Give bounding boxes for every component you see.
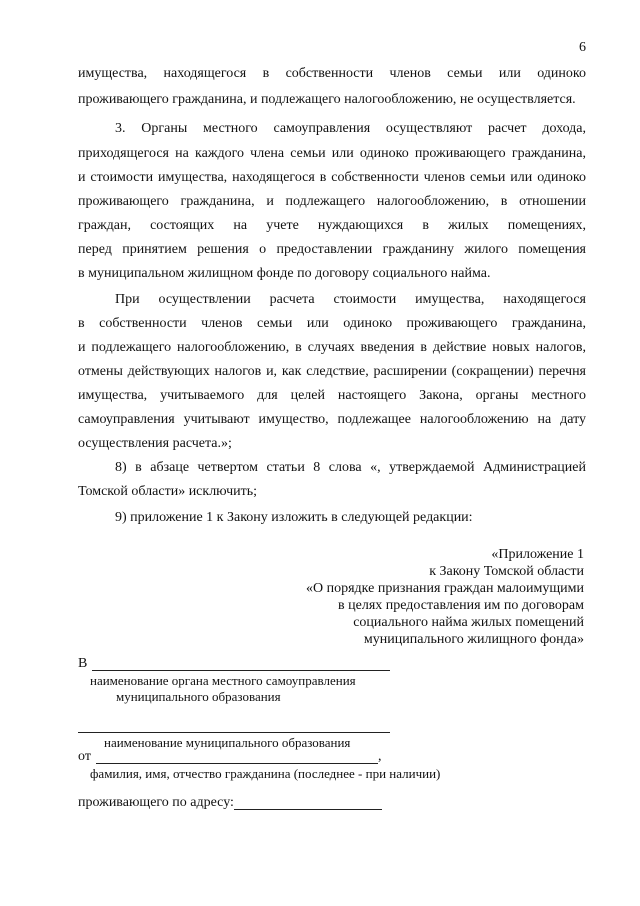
body-line: перед принятием решения о предоставлении гражданину жилого помещения <box>78 242 586 257</box>
appendix-line: муниципального жилищного фонда» <box>363 632 584 647</box>
organ-caption: муниципального образования <box>116 689 281 704</box>
body-line: имущества, учитываемого для целей настоящего Закона, органы местного <box>78 388 586 403</box>
body-line: 3. Органы местного самоуправления осуществляют расчет дохода, <box>115 121 586 136</box>
body-line: и стоимости имущества, находящегося в собственности членов семьи или одиноко <box>78 170 586 185</box>
body-line: При осуществлении расчета стоимости имущества, находящегося <box>115 292 586 307</box>
address-label: проживающего по адресу: <box>78 795 234 810</box>
appendix-line: «Приложение 1 <box>491 547 584 562</box>
body-line: проживающего гражданина, и подлежащего налогообложению, не осуществляется. <box>78 92 576 107</box>
body-line: и подлежащего налогообложению, в случаях введения в действие новых налогов, <box>78 340 586 355</box>
body-line: приходящегося на каждого члена семьи или одиноко проживающего гражданина, <box>78 146 586 161</box>
from-prefix: от <box>78 749 91 764</box>
body-line: 9) приложение 1 к Закону изложить в следующей редакции: <box>115 510 473 525</box>
appendix-line: «О порядке признания граждан малоимущими <box>306 581 584 596</box>
appendix-line: социального найма жилых помещений <box>353 615 584 630</box>
body-line: 8) в абзаце четвертом статьи 8 слова «, утверждаемой Администрацией <box>115 460 586 475</box>
body-line: самоуправления учитывают имущество, подлежащее налогообложению на дату <box>78 412 586 427</box>
body-line: граждан, состоящих на учете нуждающихся в жилых помещениях, <box>78 218 586 233</box>
body-line: Томской области» исключить; <box>78 484 258 499</box>
appendix-line: в целях предоставления им по договорам <box>338 598 584 613</box>
body-line: проживающего гражданина, и подлежащего налогообложению, в отношении <box>78 194 586 209</box>
from-suffix: , <box>378 749 382 764</box>
body-line: осуществления расчета.»; <box>78 436 232 451</box>
organ-field-line <box>92 670 390 671</box>
appendix-heading <box>264 546 584 648</box>
address-field-line <box>234 809 382 810</box>
body-line: имущества, находящегося в собственности членов семьи или одиноко <box>78 66 586 81</box>
body-line: в собственности членов семьи или одиноко проживающего гражданина, <box>78 316 586 331</box>
body-line: в муниципальном жилищном фонде по договору социального найма. <box>78 266 491 281</box>
name-field-line <box>96 763 378 764</box>
page-number: 6 <box>579 40 586 55</box>
to-prefix: В <box>78 656 88 671</box>
name-caption: фамилия, имя, отчество гражданина (последнее - при наличии) <box>90 766 441 781</box>
municipality-field-line <box>78 732 390 733</box>
organ-caption: наименование органа местного самоуправления <box>90 673 356 688</box>
municipality-caption: наименование муниципального образования <box>104 735 351 750</box>
body-line: отмены действующих налогов и, как следствие, расширении (сокращении) перечня <box>78 364 586 379</box>
appendix-line: к Закону Томской области <box>429 564 584 579</box>
